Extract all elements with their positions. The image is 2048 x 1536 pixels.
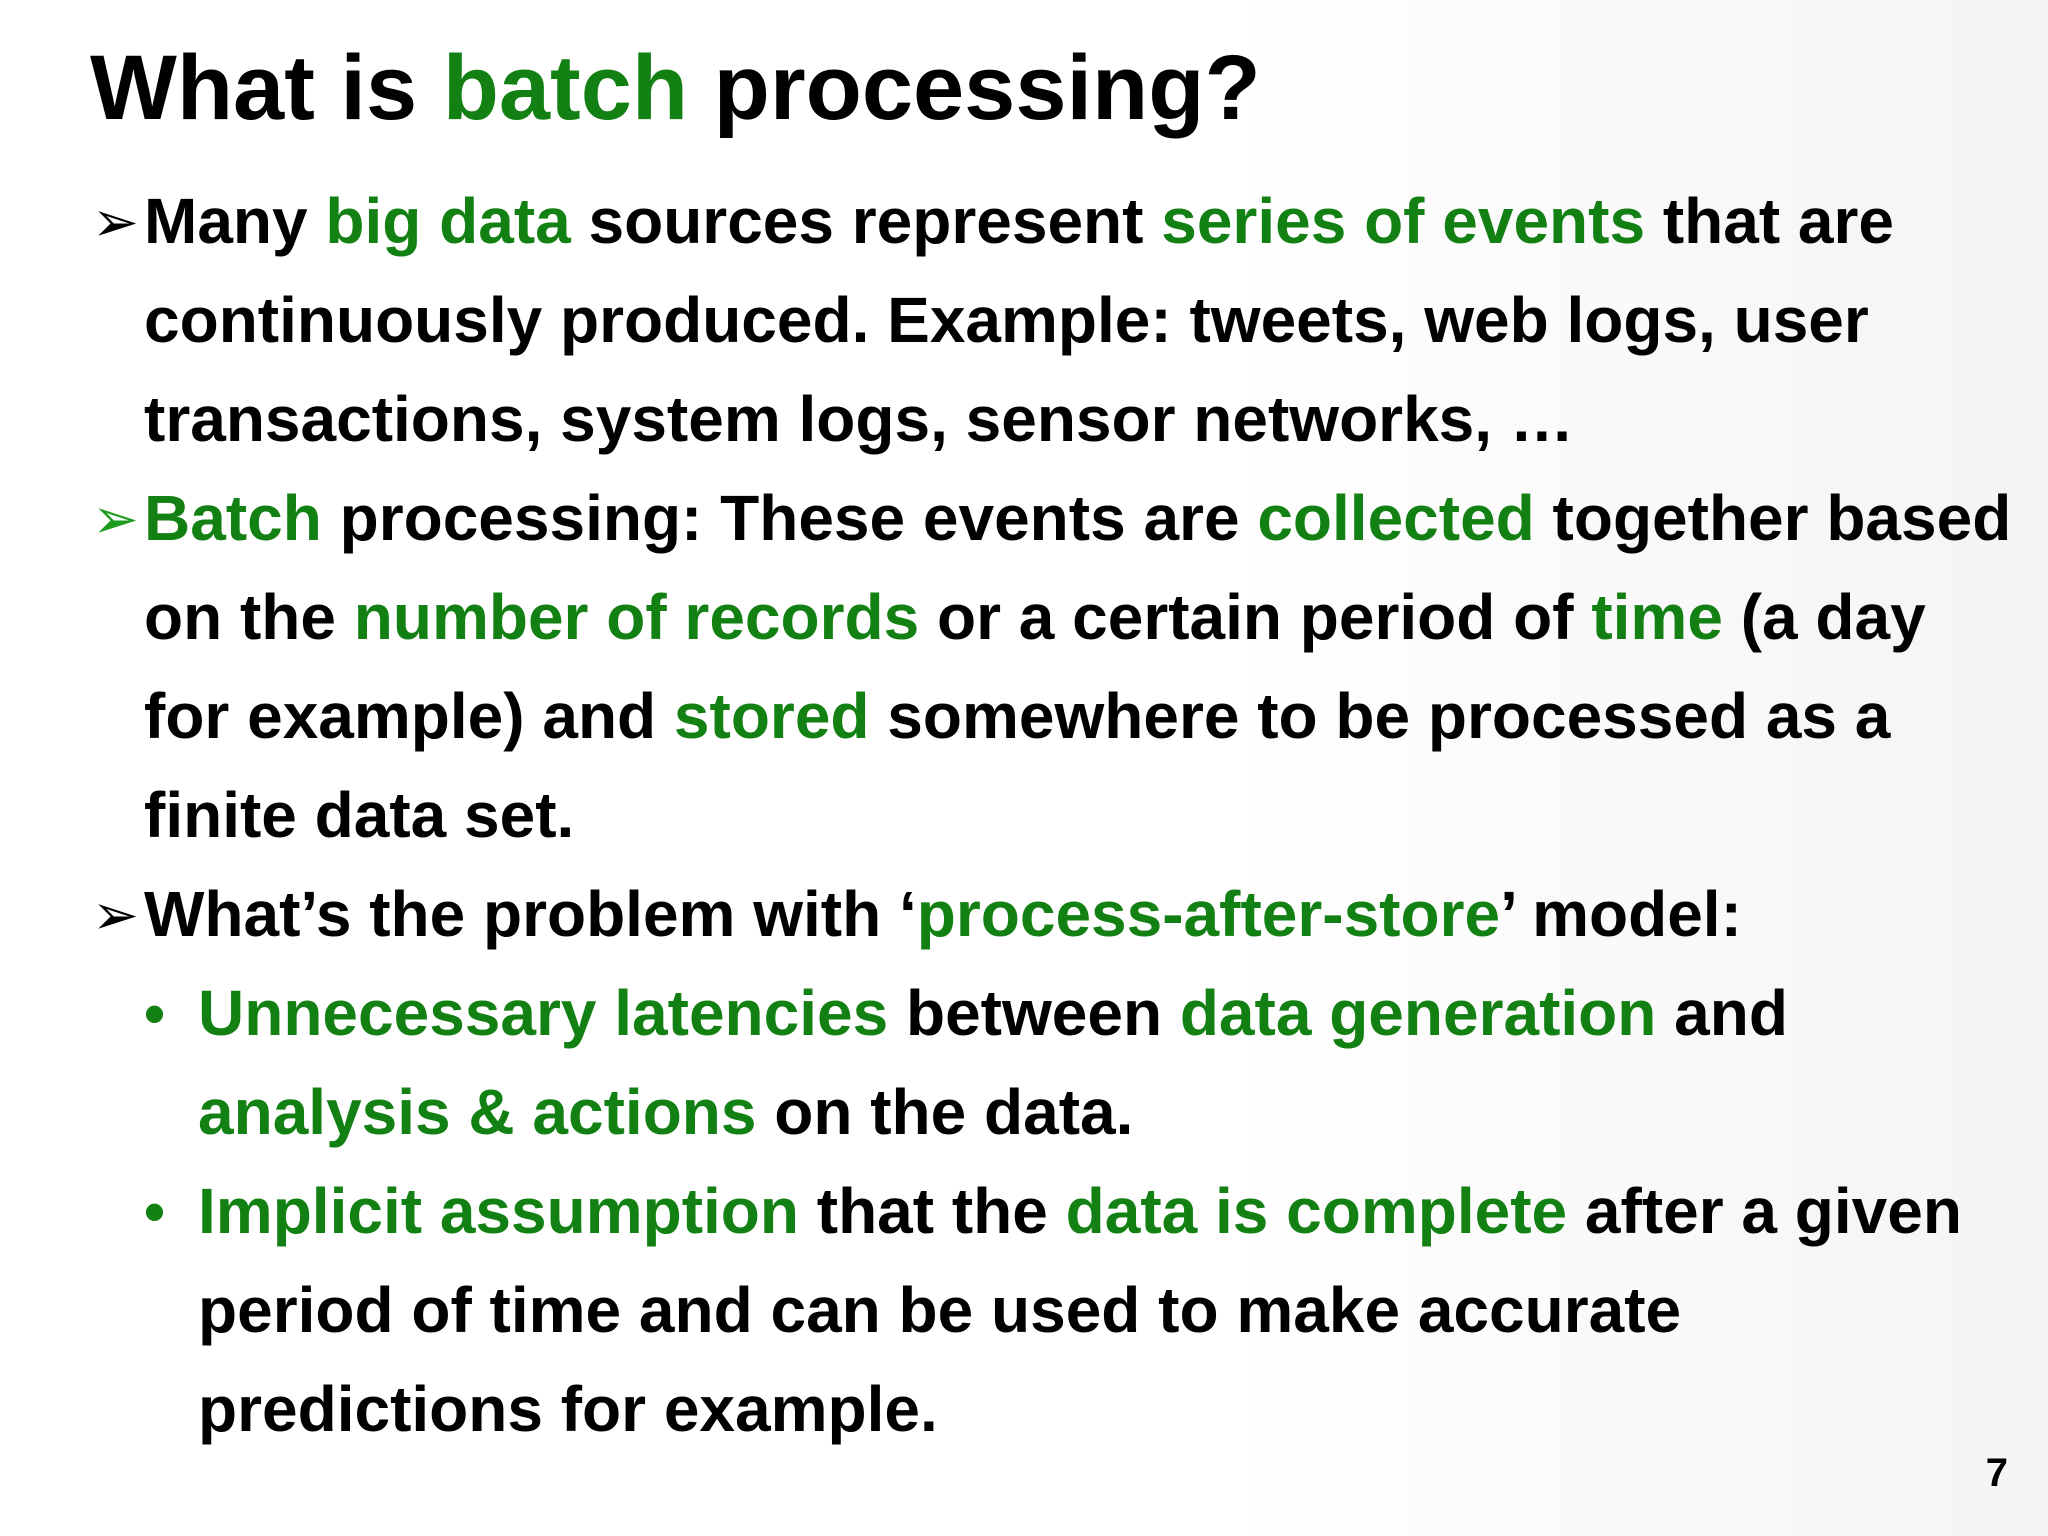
bullet-highlight: process-after-store — [916, 878, 1501, 950]
bullet-text: or a certain period of — [919, 581, 1592, 653]
bullet-text: ’ model: — [1500, 878, 1742, 950]
bullet-highlight: Batch — [144, 482, 322, 554]
bullet-text: together based on the — [144, 482, 2012, 653]
bullet-text: that are continuously produced. Example: tweets, web logs, user transactions, system logs, sensor networks, … — [144, 185, 1894, 455]
arrow-bullet-icon: ➢ — [92, 487, 139, 550]
page-number: 7 — [1985, 1451, 2008, 1495]
bullet-text: Many — [144, 185, 326, 257]
bullet-highlight: stored — [673, 680, 870, 752]
sub-bullet-implicit-assumption — [92, 1162, 2012, 1459]
dot-bullet-icon: • — [144, 980, 166, 1047]
bullet-highlight: big data — [325, 185, 571, 257]
bullet-big-data-sources — [92, 172, 2012, 469]
slide-title — [90, 38, 1261, 139]
arrow-bullet-icon: ➢ — [92, 190, 139, 253]
bullet-highlight: data is complete — [1065, 1175, 1568, 1247]
bullet-text: between — [888, 977, 1180, 1049]
bullet-text: What’s the problem with ‘ — [144, 878, 917, 950]
bullet-text: after a given period of time and can be used to make accurate predictions for example. — [198, 1175, 1962, 1445]
arrow-bullet-icon: ➢ — [92, 883, 139, 946]
bullet-highlight: collected — [1257, 482, 1535, 554]
bullet-text: somewhere to be processed as a finite data set. — [144, 680, 1891, 851]
bullet-text: and — [1656, 977, 1788, 1049]
bullet-text: (a day for example) and — [144, 581, 1926, 752]
title-part-3: processing? — [688, 37, 1261, 139]
slide-body — [92, 172, 2012, 1459]
bullet-process-after-store-problem — [92, 865, 2012, 964]
title-highlight: batch — [442, 37, 689, 139]
bullet-highlight: series of events — [1161, 185, 1646, 257]
bullet-highlight: analysis & actions — [198, 1076, 757, 1148]
bullet-highlight: Unnecessary latencies — [198, 977, 889, 1049]
bullet-text: processing: These events are — [321, 482, 1258, 554]
bullet-text: sources represent — [570, 185, 1162, 257]
bullet-highlight: Implicit assumption — [198, 1175, 799, 1247]
title-part-1: What is — [90, 37, 443, 139]
bullet-text: on the data. — [756, 1076, 1134, 1148]
dot-bullet-icon: • — [144, 1178, 166, 1245]
bullet-highlight: time — [1591, 581, 1723, 653]
bullet-text: that the — [798, 1175, 1066, 1247]
sub-bullet-latencies — [92, 964, 2012, 1162]
bullet-highlight: data generation — [1179, 977, 1657, 1049]
bullet-batch-processing — [92, 469, 2012, 865]
bullet-highlight: number of records — [353, 581, 920, 653]
